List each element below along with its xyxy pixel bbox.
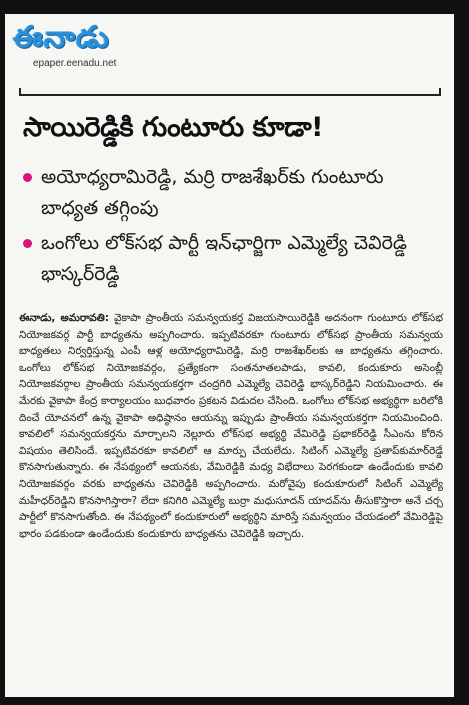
sub-headline-2 <box>19 228 444 290</box>
epaper-url[interactable]: epaper.eenadu.net <box>33 58 117 69</box>
masthead <box>13 20 116 80</box>
sub-headline-text: అయోధ్యరామిరెడ్డి, మర్రి రాజశేఖర్‌కు గుంటూరు బాధ్యత తగ్గింపు <box>41 166 384 219</box>
bullet-dot-icon <box>23 173 32 182</box>
sub-headline-1 <box>19 162 444 224</box>
article-text: వైకాపా ప్రాంతీయ సమన్వయకర్త విజయసాయిరెడ్డికి అదనంగా గుంటూరు లోక్‌సభ నియోజకవర్గ పార్టీ బాధ్యతను అప్పగించారు. ఇప్పటివరకూ గుంటూరు లోక్‌సభ ప్రాంతీయ సమన్వయ బాధ్యతలు నిర్వర్తిస్తున్న ఎంపీ ఆళ్ల అయోధ్యరామిరెడ్డి, మర్రి రాజశేఖర్‌లకు ఆ బాధ్యతను తగ్గించారు. ఒంగోలు లోక్‌సభ నియోజకవర్గం, ప్రత్యేకంగా సంతనూతలపాడు, కావలి, కందుకూరు అసెంబ్లీ నియోజకవర్గాల ప్రాంతీయ సమన్వయకర్తగా చంద్రగిరి ఎమ్మెల్యే చెవిరెడ్డి భాస్కర్‌రెడ్డిని నియమించారు. ఈ మేరకు వైకాపా కేంద్ర కార్యాలయం బుధవారం ప్రకటన విడుదల చేసింది. ఒంగోలు లోక్‌సభ అభ్యర్థిగా బరిలోకి దించే యోచనలో ఉన్న వైకాపా అధిష్ఠానం ఆయన్ను ఇప్పుడు ప్రాంతీయ సమన్వయకర్తగా నియమించింది. కావలిలో సమన్వయకర్తను మార్చాలని నెల్లూరు లోక్‌సభ అభ్యర్థి వేమిరెడ్డి ప్రభాకర్‌రెడ్డి సీఎంను కోరిన విషయం తెలిసిందే. ఇప్పటివరకూ కావలిలో ఆ మార్పు చేయలేదు. సిటింగ్ ఎమ్మెల్యే ప్రతాప్‌కుమార్‌రెడ్డే కొనసాగుతున్నారు. ఈ నేపథ్యంలో ఆయనకు, వేమిరెడ్డికి మధ్య విభేదాలు పెరగకుండా ఉండేందుకు కావలి నియోజకవర్గం వరకు బాధ్యతను చెవిరెడ్డికి అప్పగించారు. మరోవైపు కందుకూరులో సిటింగ్ ఎమ్మెల్యే మహీధర్‌రెడ్డిని కొనసాగిస్తారా? లేదా కనిగిరి ఎమ్మెల్యే బుర్రా మధుసూదన్ యాదవ్‌ను తీసుకొస్తారా అనే చర్చ పార్టీలో కొనసాగుతోంది. ఈ నేపథ్యంలో కందుకూరులో అభ్యర్థిని మారిస్తే సమన్వయం చేయడంలో వేమిరెడ్డిపై భారం పడకుండా ఉండేందుకు కందుకూరు బాధ్యతను చెవిరెడ్డికి ఇచ్చారు. <box>19 312 443 540</box>
article-headline: సాయిరెడ్డికి గుంటూరు కూడా! <box>23 112 323 143</box>
sub-headline-text: ఒంగోలు లోక్‌సభ పార్టీ ఇన్‌ఛార్జిగా ఎమ్మెల్యే చెవిరెడ్డి భాస్కర్‌రెడ్డి <box>41 232 407 285</box>
rule-tick-right <box>439 88 441 96</box>
article-body <box>19 310 443 542</box>
newspaper-clipping <box>5 14 454 697</box>
dateline: ఈనాడు, అమరావతి: <box>19 312 115 324</box>
eenadu-logo: ఈనాడు <box>13 20 110 55</box>
sub-headlines <box>19 162 444 294</box>
top-rule <box>19 94 441 96</box>
bullet-dot-icon <box>23 239 32 248</box>
